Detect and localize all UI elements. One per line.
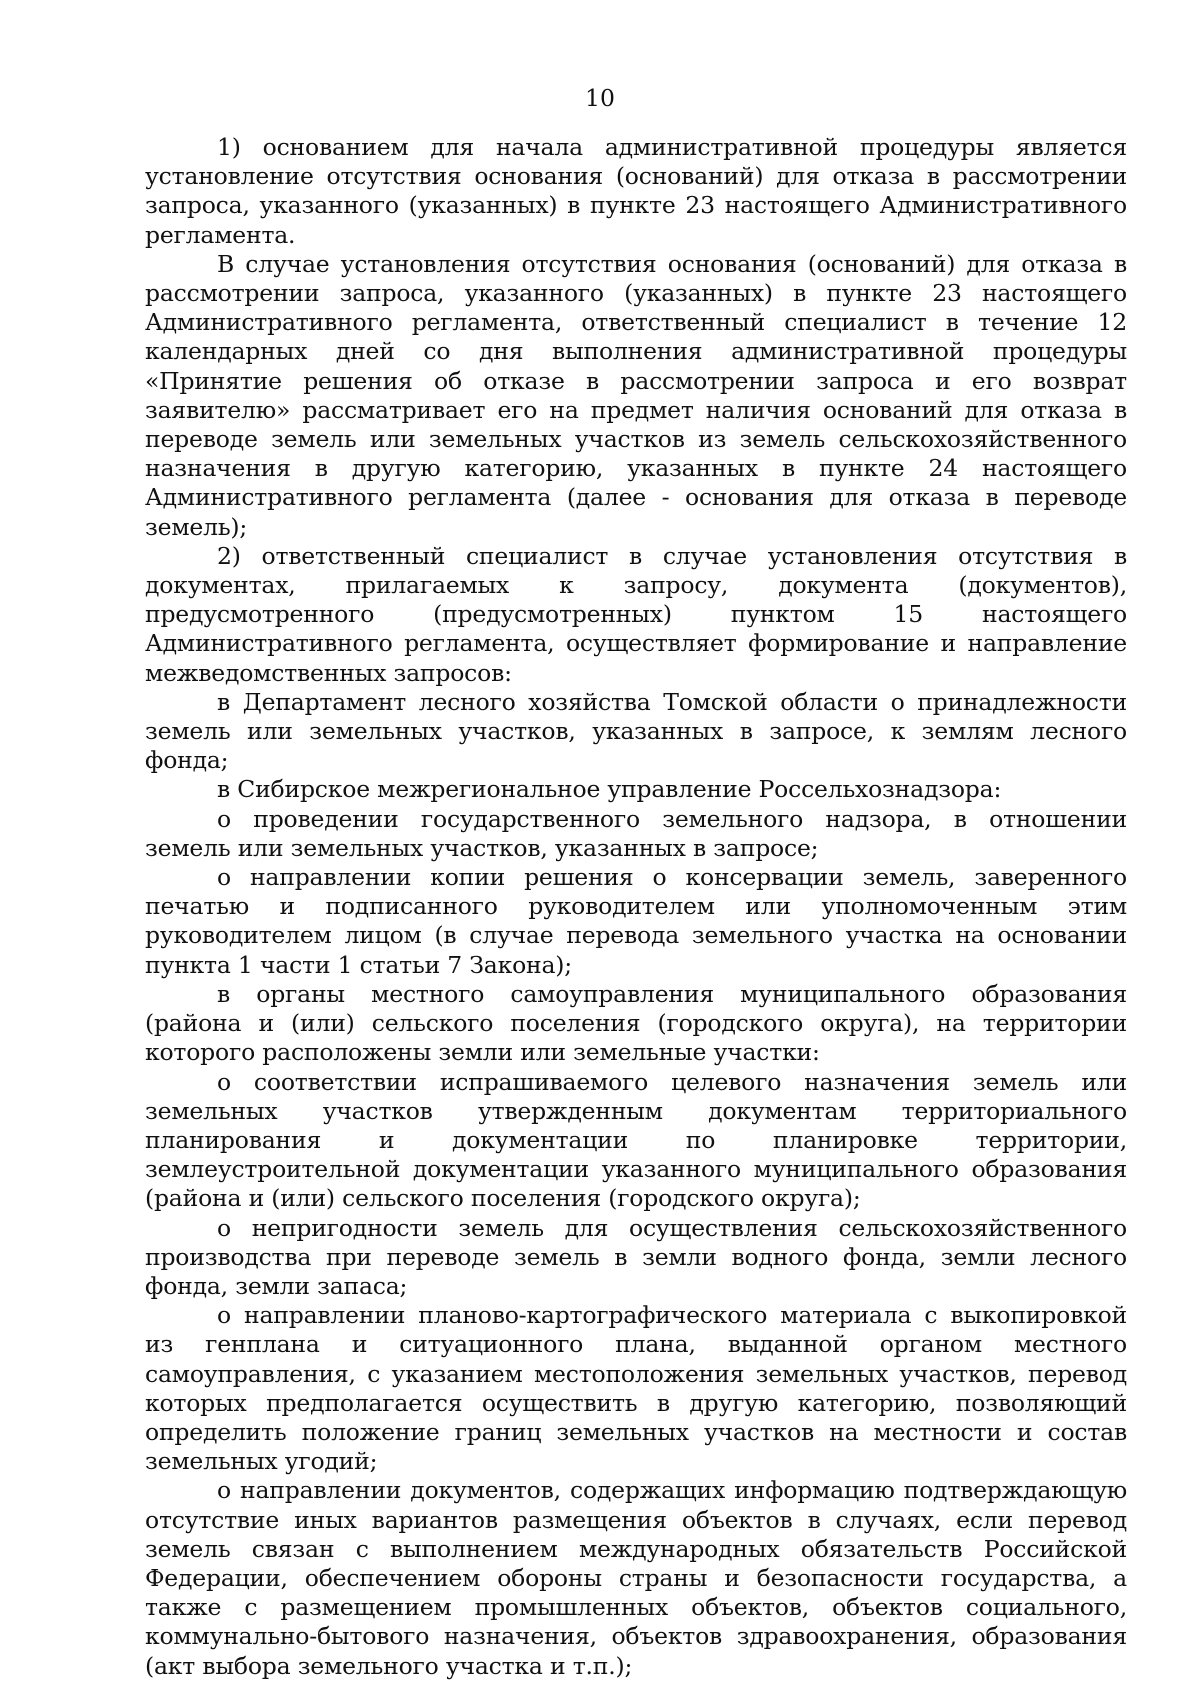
paragraph-11: о направлении планово-картографического материала с выкопировкой из генплана и ситуационного плана, выданной органом местного самоуправления, с указанием местоположения земельных участков, перевод которых предполагается осуществить в другую категорию, позволяющий определить положение границ земельных участков на местности и состав земельных угодий; — [145, 1301, 1127, 1476]
page-number: 10 — [585, 84, 615, 112]
paragraph-12: о направлении документов, содержащих информацию подтверждающую отсутствие иных вариантов размещения объектов в случаях, если перевод земель связан с выполнением международных обязательств Российской Федерации, обеспечением обороны страны и безопасности государства, а также с размещением промышленных объектов, объектов социального, коммунально-бытового назначения, объектов здравоохранения, образования (акт выбора земельного участка и т.п.); — [145, 1476, 1127, 1680]
paragraph-7: о направлении копии решения о консервации земель, заверенного печатью и подписанного руководителем или уполномоченным этим руководителем лицом (в случае перевода земельного участка на основании пункта 1 части 1 статьи 7 Закона); — [145, 863, 1127, 979]
paragraph-9: о соответствии испрашиваемого целевого назначения земель или земельных участков утвержденным документам территориального планирования и документации по планировке территории, землеустроительной документации указанного муниципального образования (района и (или) сельского поселения (городского округа); — [145, 1067, 1127, 1213]
paragraph-10: о непригодности земель для осуществления сельскохозяйственного производства при переводе земель в земли водного фонда, земли лесного фонда, земли запаса; — [145, 1213, 1127, 1300]
paragraph-3: 2) ответственный специалист в случае установления отсутствия в документах, прилагаемых к запросу, документа (документов), предусмотренного (предусмотренных) пунктом 15 настоящего Административного регламента, осуществляет формирование и направление межведомственных запросов: — [145, 541, 1127, 687]
paragraph-2: В случае установления отсутствия основания (оснований) для отказа в рассмотрении запроса, указанного (указанных) в пункте 23 настоящего Административного регламента, ответственный специалист в течение 12 календарных дней со дня выполнения административной процедуры «Принятие решения об отказе в рассмотрении запроса и его возврат заявителю» рассматривает его на предмет наличия оснований для отказа в переводе земель или земельных участков из земель сельскохозяйственного назначения в другую категорию, указанных в пункте 24 настоящего Административного регламента (далее - основания для отказа в переводе земель); — [145, 249, 1127, 541]
paragraph-8: в органы местного самоуправления муниципального образования (района и (или) сельского поселения (городского округа), на территории которого расположены земли или земельные участки: — [145, 979, 1127, 1067]
paragraph-6: о проведении государственного земельного надзора, в отношении земель или земельных участков, указанных в запросе; — [145, 804, 1127, 862]
paragraph-1: 1) основанием для начала административной процедуры является установление отсутствия основания (оснований) для отказа в рассмотрении запроса, указанного (указанных) в пункте 23 настоящего Административного регламента. — [145, 133, 1127, 249]
document-body — [145, 133, 1127, 1681]
paragraph-4: в Департамент лесного хозяйства Томской области о принадлежности земель или земельных участков, указанных в запросе, к землям лесного фонда; — [145, 687, 1127, 775]
paragraph-5: в Сибирское межрегиональное управление Россельхознадзора: — [217, 775, 1002, 804]
